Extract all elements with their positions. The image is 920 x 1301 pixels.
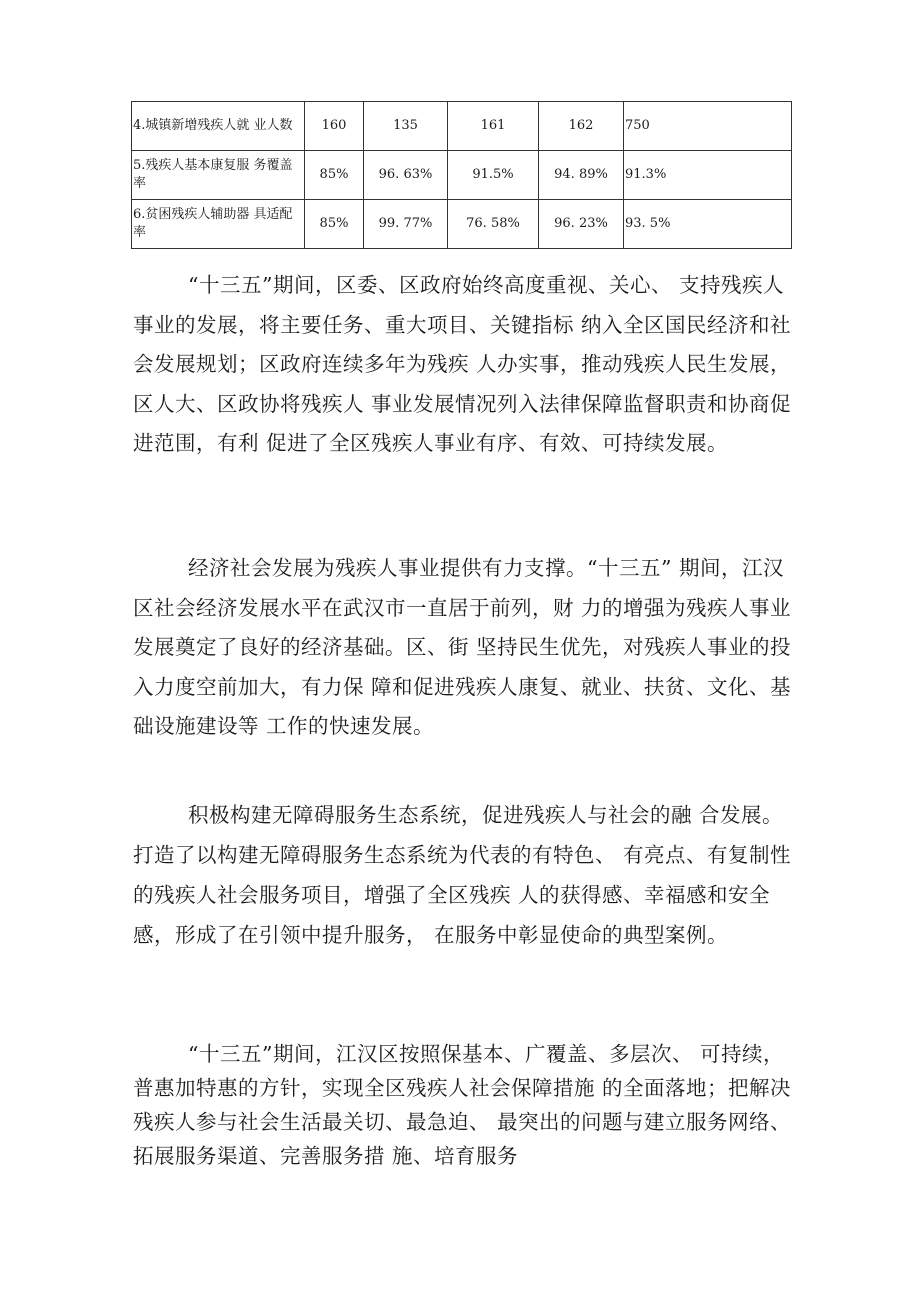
table-cell: 91.3% bbox=[624, 151, 792, 200]
table-cell: 76. 58% bbox=[448, 200, 539, 249]
row-label: 6.贫困残疾人辅助器 具适配率 bbox=[132, 200, 305, 249]
table-row bbox=[132, 102, 792, 151]
table-cell: 161 bbox=[448, 102, 539, 151]
table-cell: 135 bbox=[364, 102, 448, 151]
table-cell: 85% bbox=[305, 200, 364, 249]
row-label: 4.城镇新增残疾人就 业人数 bbox=[132, 102, 305, 151]
indicator-table bbox=[131, 101, 792, 249]
body-paragraph: 经济社会发展为残疾人事业提供有力支撑。“十三五” 期间，江汉区社会经济发展水平在武汉市一直居于前列，财 力的增强为残疾人事业发展奠定了良好的经济基础。区、街 坚持民生优先，对残疾人事业的投入力度空前加大，有力保 障和促进残疾人康复、就业、扶贫、文化、基础设施建设等 工作的快速发展。 bbox=[133, 556, 792, 738]
body-paragraph: “十三五”期间，区委、区政府始终高度重视、关心、 支持残疾人事业的发展，将主要任务、重大项目、关键指标 纳入全区国民经济和社会发展规划；区政府连续多年为残疾 人办实事，推动残疾人民生发展，区人大、区政协将残疾人 事业发展情况列入法律保障监督职责和协商促进范围，有利 促进了全区残疾人事业有序、有效、可持续发展。 bbox=[133, 273, 792, 455]
table-cell: 91.5% bbox=[448, 151, 539, 200]
table-cell: 99. 77% bbox=[364, 200, 448, 249]
row-label: 5.残疾人基本康复服 务覆盖率 bbox=[132, 151, 305, 200]
table-cell: 750 bbox=[624, 102, 792, 151]
body-paragraph: 积极构建无障碍服务生态系统，促进残疾人与社会的融 合发展。打造了以构建无障碍服务生态系统为代表的有特色、 有亮点、有复制性的残疾人社会服务项目，增强了全区残疾 人的获得感、幸福感和安全感，形成了在引领中提升服务， 在服务中彰显使命的典型案例。 bbox=[133, 803, 792, 947]
table-cell: 94. 89% bbox=[539, 151, 624, 200]
table-row bbox=[132, 151, 792, 200]
table-cell: 93. 5% bbox=[624, 200, 792, 249]
body-paragraph: “十三五”期间，江汉区按照保基本、广覆盖、多层次、 可持续，普惠加特惠的方针，实现全区残疾人社会保障措施 的全面落地；把解决残疾人参与社会生活最关切、最急迫、 最突出的问题与建立服务网络、拓展服务渠道、完善服务措 施、培育服务 bbox=[133, 1042, 792, 1168]
table-cell: 96. 23% bbox=[539, 200, 624, 249]
table-cell: 162 bbox=[539, 102, 624, 151]
table-cell: 160 bbox=[305, 102, 364, 151]
table-row bbox=[132, 200, 792, 249]
table-cell: 85% bbox=[305, 151, 364, 200]
table-cell: 96. 63% bbox=[364, 151, 448, 200]
